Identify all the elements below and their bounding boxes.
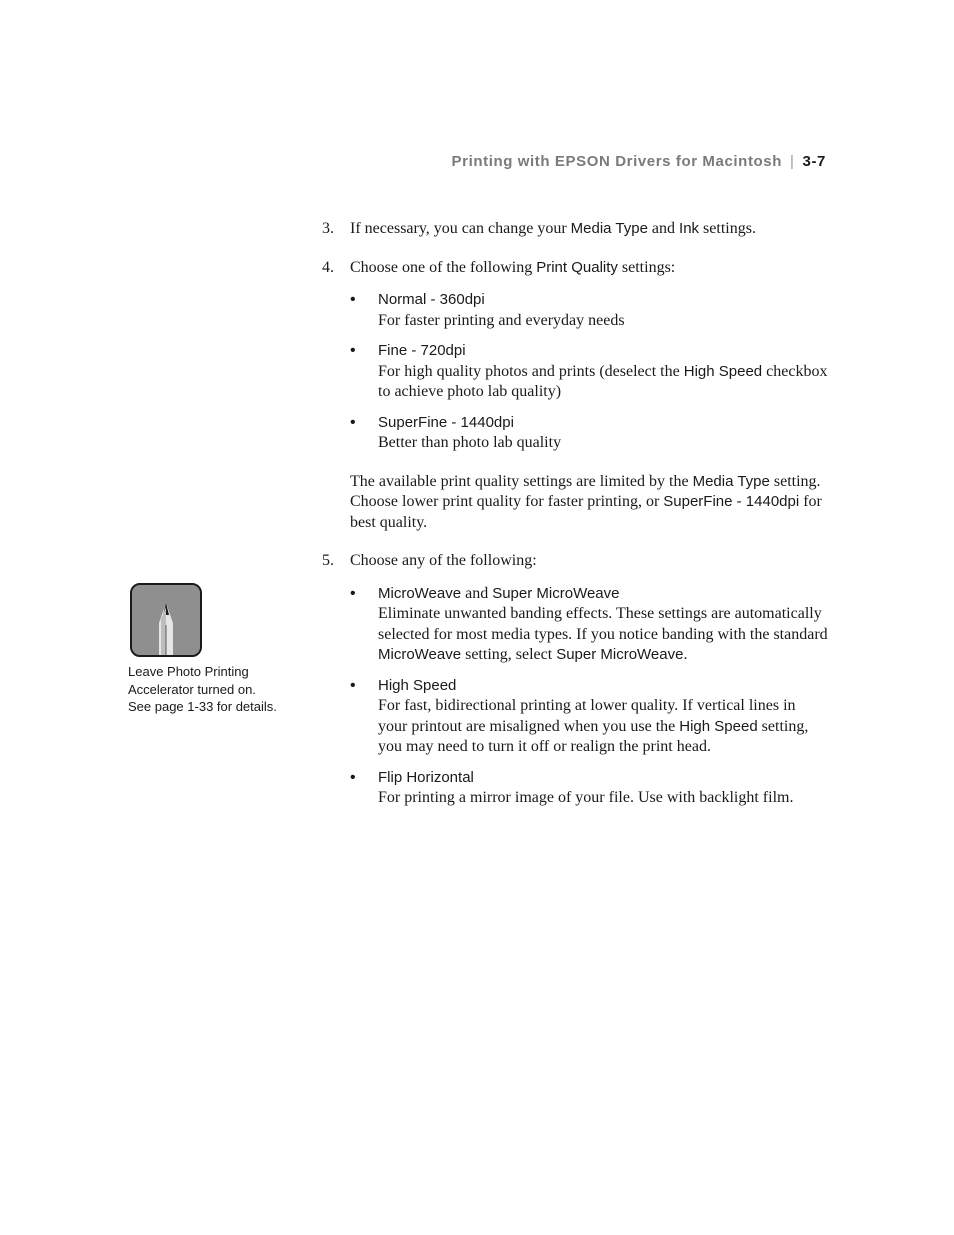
ui-term: Print Quality <box>536 258 618 276</box>
option-description: For faster printing and everyday needs <box>378 311 625 329</box>
ui-term: SuperFine - 1440dpi <box>663 493 800 510</box>
step-4 <box>322 258 828 279</box>
header-title: Printing with EPSON Drivers for Macintosh <box>451 153 783 170</box>
ui-term: Ink <box>679 220 700 237</box>
step-text: and <box>647 220 680 237</box>
option-description: Better than photo lab quality <box>378 434 562 451</box>
option-title: MicroWeave and Super MicroWeave <box>378 584 620 602</box>
bullet: • <box>350 584 356 602</box>
quality-options-list <box>350 290 828 454</box>
step-number: 3. <box>322 220 334 237</box>
list-item <box>350 413 828 454</box>
bullet: • <box>350 342 356 359</box>
step-text: settings: <box>617 258 676 276</box>
list-item <box>350 676 828 758</box>
step-5 <box>322 551 828 572</box>
bullet: • <box>350 768 356 786</box>
printing-options-list <box>350 584 828 809</box>
option-title: Flip Horizontal <box>378 768 474 786</box>
list-item <box>350 584 828 666</box>
ui-term: High Speed <box>679 717 758 735</box>
bullet: • <box>350 291 356 308</box>
page-number: 3-7 <box>802 153 826 170</box>
list-item <box>350 290 828 331</box>
ui-term: Super MicroWeave <box>556 646 684 663</box>
step-number: 5. <box>322 552 334 569</box>
pencil-tip-icon-graphic <box>132 585 200 655</box>
step-text: Choose any of the following: <box>350 552 537 569</box>
option-description: Eliminate unwanted banding effects. These settings are automatically selected for most media types. If you notice banding with the standard MicroWeave setting, select Super MicroWeave. <box>378 605 828 663</box>
step-number: 4. <box>322 258 334 276</box>
option-title: SuperFine - 1440dpi <box>378 413 514 431</box>
list-item <box>350 768 828 809</box>
list-item <box>350 341 828 403</box>
margin-note-text: Leave Photo Printing Accelerator turned on. See page 1-33 for details. <box>128 664 277 714</box>
option-description: For high quality photos and prints (deselect the High Speed checkbox to achieve photo lab quality) <box>378 362 828 400</box>
main-content <box>322 219 828 819</box>
quality-note-paragraph: The available print quality settings are limited by the Media Type setting. Choose lower print quality for faster printing, or SuperFine - 1440dpi for best quality. <box>350 472 822 531</box>
step-text: If necessary, you can change your <box>350 220 571 237</box>
bullet: • <box>350 676 356 694</box>
running-header <box>452 153 826 170</box>
ui-term: High Speed <box>683 362 763 380</box>
step-3 <box>322 219 828 240</box>
ui-term: Media Type <box>692 472 770 490</box>
pencil-tip-icon <box>130 583 202 657</box>
option-description: For fast, bidirectional printing at lower quality. If vertical lines in your printout are misaligned when you use the High Speed setting, you may need to turn it off or realign the print head. <box>378 697 809 755</box>
header-separator: | <box>790 153 795 170</box>
option-title: Normal - 360dpi <box>378 291 485 308</box>
option-title: High Speed <box>378 676 457 694</box>
step-text: settings. <box>699 220 756 237</box>
option-description: For printing a mirror image of your file. Use with backlight film. <box>378 789 794 806</box>
bullet: • <box>350 413 356 431</box>
margin-note <box>128 583 318 716</box>
option-title: Fine - 720dpi <box>378 342 466 359</box>
ui-term: Media Type <box>570 220 648 237</box>
ui-term: MicroWeave <box>378 646 462 663</box>
step-text: Choose one of the following <box>350 258 537 276</box>
